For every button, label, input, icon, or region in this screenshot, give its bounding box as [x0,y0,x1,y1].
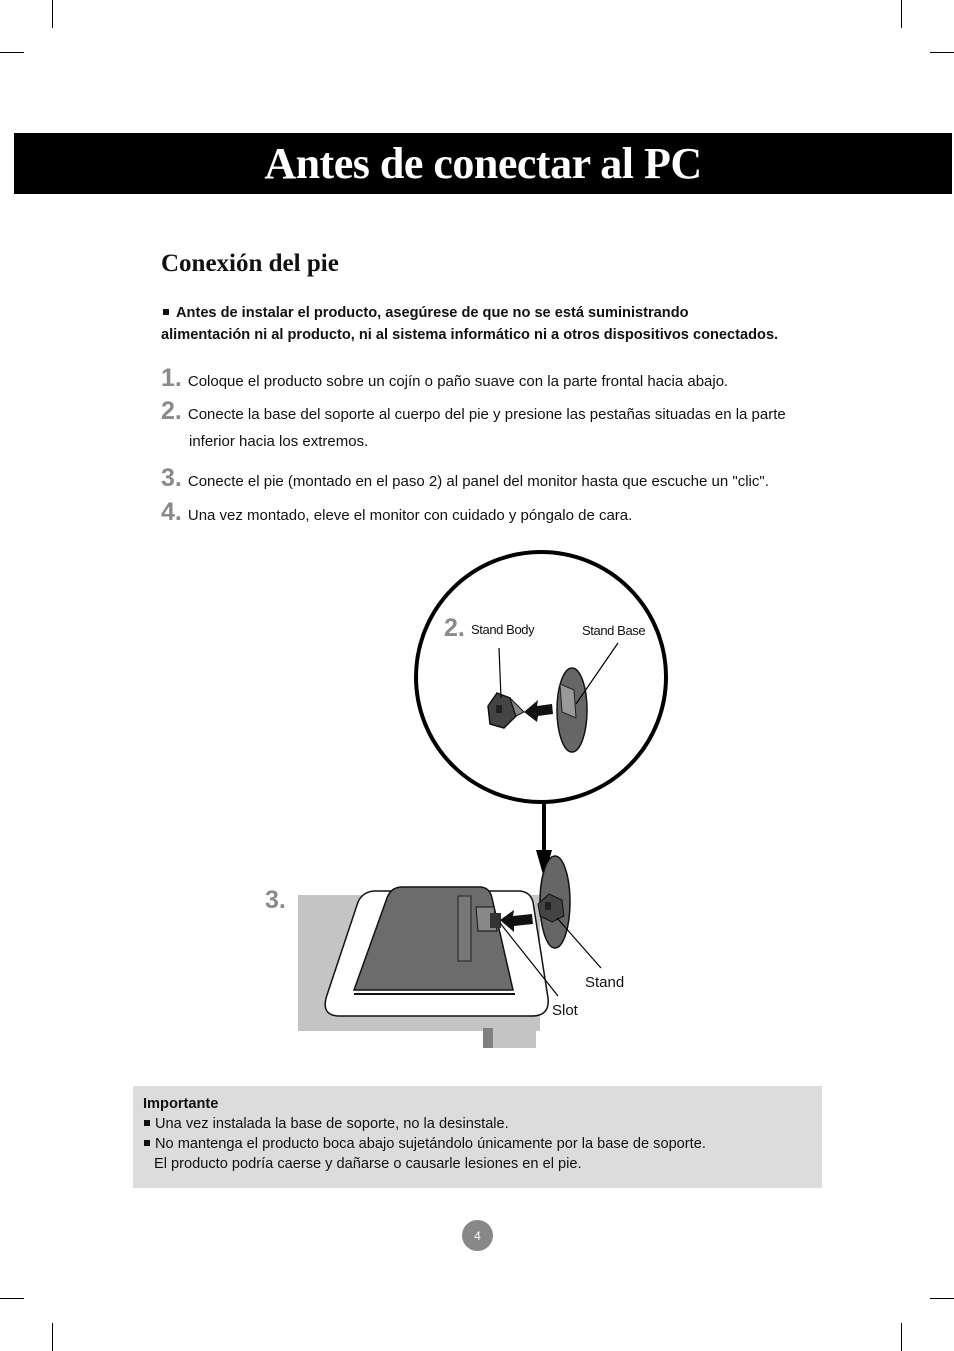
section-title: Conexión del pie [161,250,339,277]
step-text: Una vez montado, eleve el monitor con cuidado y póngalo de cara. [187,507,633,524]
stand-base-icon [557,668,587,752]
important-item: No mantenga el producto boca abajo sujetándolo únicamente por la base de soporte. [143,1134,822,1154]
stand-label: Stand [585,974,625,991]
bullet-square-icon [144,1120,150,1126]
step-text: Conecte la base del soporte al cuerpo del pie y presione las pestañas situadas en la parte [187,406,786,423]
important-heading: Importante [143,1096,219,1112]
important-item-continued: El producto podría caerse y dañarse o causarle lesiones en el pie. [154,1156,582,1172]
leader-line [557,918,601,968]
stand-base-label: Stand Base [582,623,646,638]
warning-line-2: alimentación ni al producto, ni al sistema informático ni a otros dispositivos conectados. [161,327,779,343]
step2-detail-circle [416,552,666,802]
slot-label: Slot [552,1002,578,1019]
step3-scene [298,856,601,1048]
important-note-box [133,1086,822,1188]
stand-body-label: Stand Body [471,622,535,637]
warning-line-1: Antes de instalar el producto, asegúrese de que no se está suministrando [161,302,841,324]
page-number-badge: 4 [462,1220,493,1251]
step-number: 2. [161,397,182,425]
step-text-continued: inferior hacia los extremos. [189,433,369,450]
bullet-square-icon [144,1140,150,1146]
step-text: Coloque el producto sobre un cojín o paño suave con la parte frontal hacia abajo. [187,373,729,390]
step-number: 3. [161,464,182,492]
important-item: Una vez instalada la base de soporte, no la desinstale. [143,1114,822,1134]
step-number: 1. [161,364,182,392]
step-text: Conecte el pie (montado en el paso 2) al panel del monitor hasta que escuche un "clic". [187,473,769,490]
step-number: 4. [161,498,182,526]
figure-step-number: 3. [265,886,286,914]
figure-step-number: 2. [444,614,465,642]
page-title: Antes de conectar al PC [264,139,702,188]
